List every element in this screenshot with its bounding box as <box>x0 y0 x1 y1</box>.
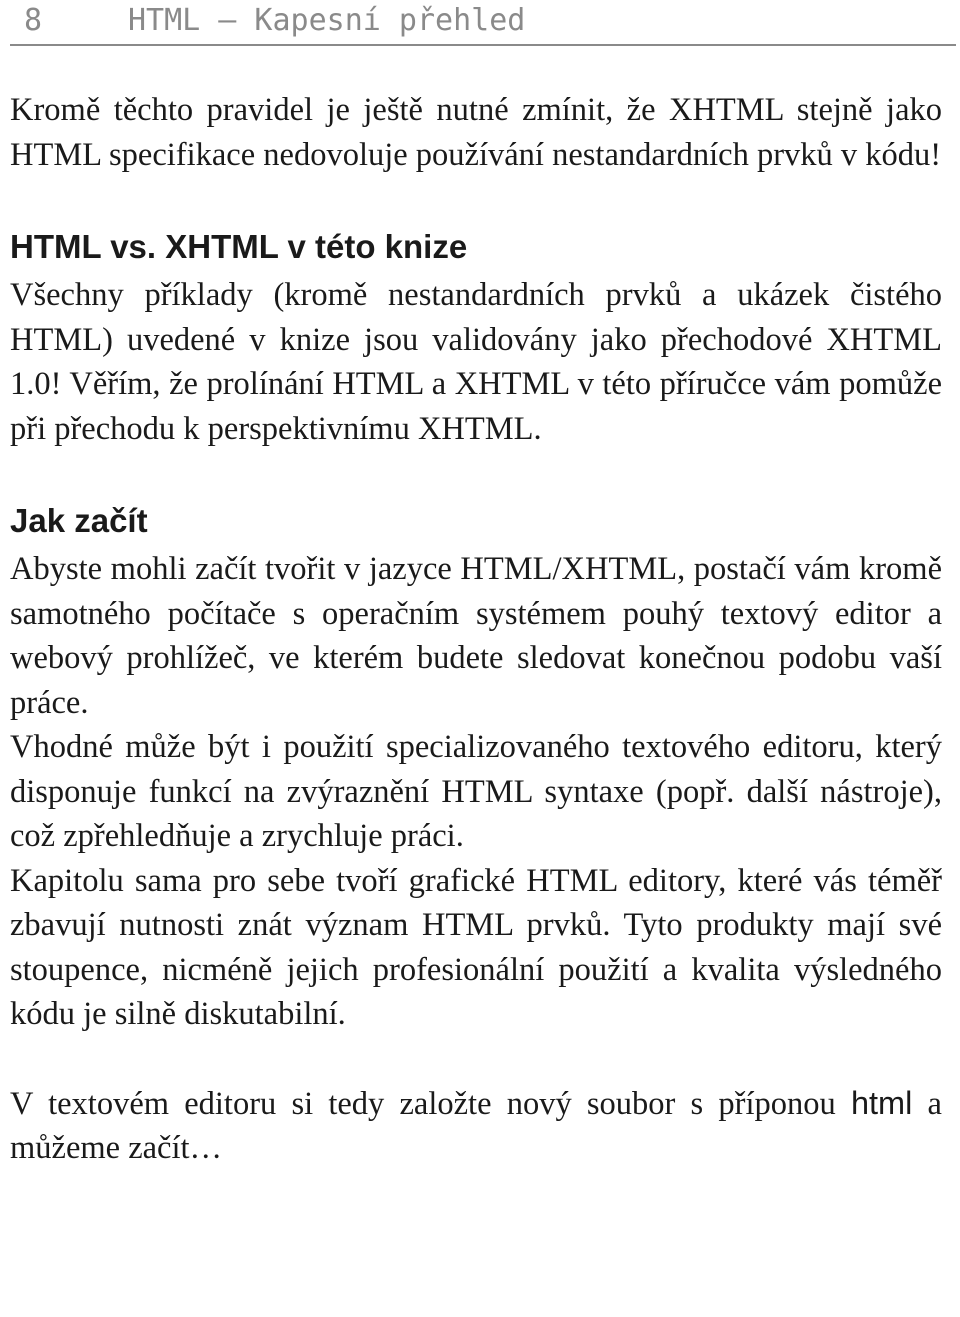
file-extension: html <box>850 1084 913 1121</box>
start-text-after: a můžeme začít… <box>10 1085 942 1166</box>
section-heading-html-vs-xhtml: HTML vs. XHTML v této knize <box>10 228 468 265</box>
running-title: HTML – Kapesní přehled <box>128 3 526 38</box>
start-text-before: V textovém editoru si tedy založte nový soubor s příponou <box>10 1085 851 1122</box>
paragraph-requirements: Abyste mohli začít tvořit v jazyce HTML/XHTML, postačí vám kromě samotného počítače s operačním systémem pouhý textový editor a webový prohlížeč, ve kterém budete sledovat konečnou podobu vaší práce. <box>10 551 942 721</box>
page-content <box>10 88 942 1171</box>
section-heading-jak-zacit: Jak začít <box>10 502 148 539</box>
page-header <box>10 0 956 46</box>
intro-paragraph: Kromě těchto pravidel je ještě nutné zmínit, že XHTML stejně jako HTML specifikace nedovoluje používání nestandardních prvků v kódu! <box>10 92 942 173</box>
page-number: 8 <box>24 3 43 38</box>
spacer <box>10 177 942 221</box>
spacer <box>10 1037 942 1081</box>
paragraph-start <box>10 1081 942 1171</box>
spacer <box>10 451 942 495</box>
paragraph-specialized-editor: Vhodné může být i použití specializovaného textového editoru, který disponuje funkcí na zvýraznění HTML syntaxe (popř. další nástroje), což zpřehledňuje a zrychluje práci. <box>10 729 942 854</box>
paragraph-graphic-editors: Kapitolu sama pro sebe tvoří grafické HTML editory, které vás téměř zbavují nutnosti znát význam HTML prvků. Tyto produkty mají své stoupence, nicméně jejich profesionální použití a kvalita výsledného kódu je silně diskutabilní. <box>10 862 942 1032</box>
section-paragraph-html-vs-xhtml: Všechny příklady (kromě nestandardních prvků a ukázek čistého HTML) uvedené v knize jsou validovány jako přechodové XHTML 1.0! Věřím, že prolínání HTML a XHTML v této příručce vám pomůže při přechodu k perspektivnímu XHTML. <box>10 277 942 447</box>
